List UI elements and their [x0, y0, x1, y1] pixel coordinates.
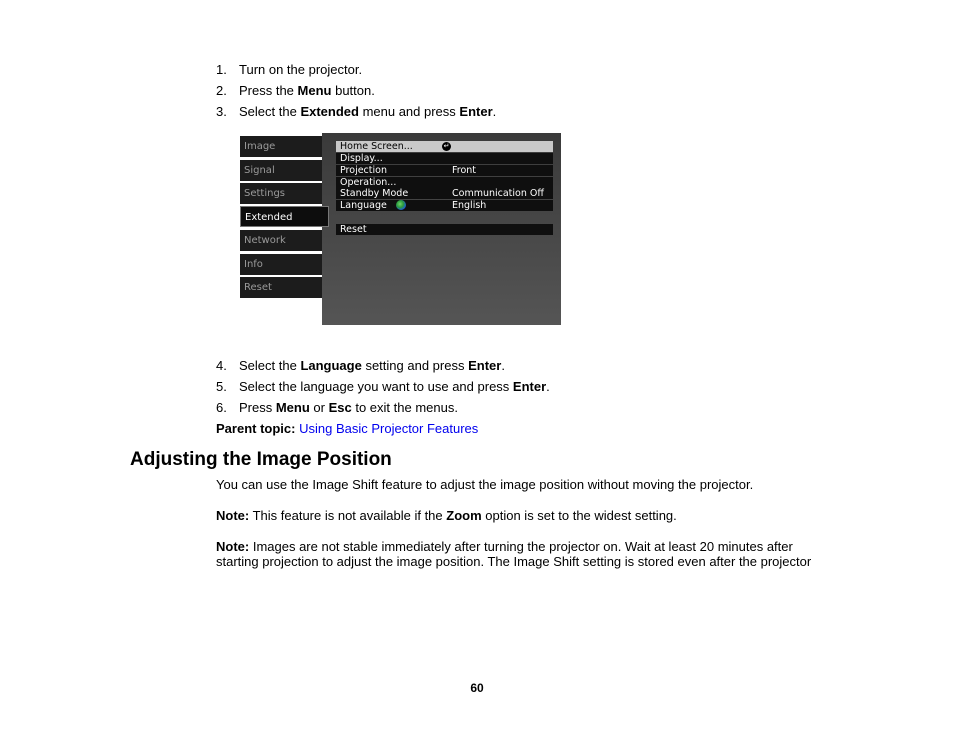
- menu-tab-info: Info: [240, 254, 322, 275]
- section-intro: You can use the Image Shift feature to adjust the image position without moving the projector.: [216, 477, 754, 492]
- menu-row-standby-mode: Standby Mode Communication Off: [336, 188, 553, 199]
- menu-tab-signal: Signal: [240, 160, 322, 181]
- step-6: 6. Press Menu or Esc to exit the menus.: [216, 400, 458, 415]
- step-1: 1. Turn on the projector.: [216, 62, 363, 77]
- parent-topic: [216, 420, 478, 438]
- note-zoom: Note: This feature is not available if the Zoom option is set to the widest setting.: [216, 508, 677, 523]
- step-5: 5. Select the language you want to use and press Enter.: [216, 379, 550, 394]
- note-stability: Note: Images are not stable immediately after turning the projector on. Wait at least 20 minutes after starting projection to adjust the image position. The Image Shift setting is stored even after the projector: [216, 539, 812, 569]
- globe-icon: [396, 200, 406, 210]
- menu-tab-reset: Reset: [240, 277, 322, 298]
- menu-tab-image: Image: [240, 136, 322, 157]
- parent-topic-link[interactable]: Using Basic Projector Features: [299, 421, 479, 436]
- section-title: Adjusting the Image Position: [130, 449, 392, 470]
- menu-row-projection: Projection Front: [336, 165, 553, 176]
- step-4: 4. Select the Language setting and press Enter.: [216, 358, 505, 373]
- return-icon: ↵: [443, 142, 450, 150]
- step-3: 3. Select the Extended menu and press Enter.: [216, 104, 497, 119]
- menu-row-operation: Operation...: [336, 177, 553, 188]
- step-2: 2. Press the Menu button.: [216, 83, 375, 98]
- menu-tab-network: Network: [240, 230, 322, 251]
- extended-menu-screenshot: [240, 133, 561, 325]
- menu-row-language: Language English: [336, 200, 553, 211]
- menu-row-home-screen: Home Screen... ↵: [336, 141, 553, 152]
- parent-topic-label: Parent topic:: [216, 421, 296, 436]
- menu-tab-settings: Settings: [240, 183, 322, 204]
- page-number: 60: [470, 681, 484, 695]
- menu-tab-extended: Extended: [240, 206, 329, 227]
- menu-row-display: Display...: [336, 153, 553, 164]
- menu-row-reset: Reset: [336, 224, 553, 235]
